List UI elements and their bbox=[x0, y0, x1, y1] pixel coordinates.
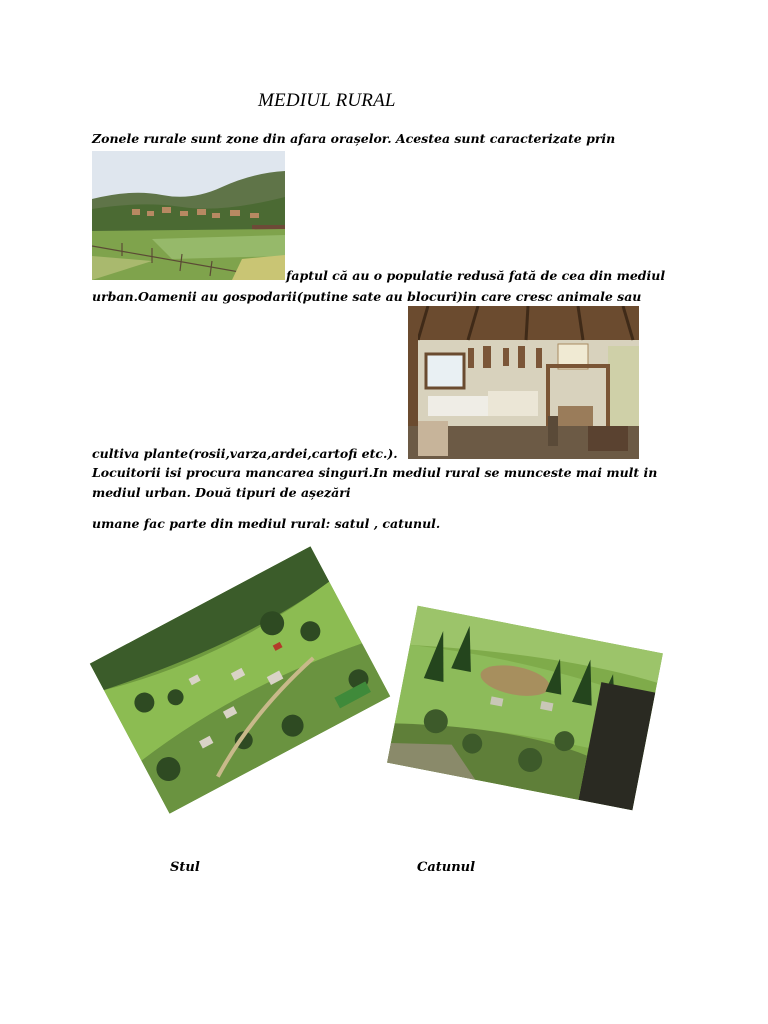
village-photo bbox=[90, 546, 391, 813]
house-interior-photo bbox=[408, 306, 639, 459]
text-line-2: faptul că au o populatie redusă fată de cea din mediul bbox=[286, 268, 666, 283]
text-line-1: Zonele rurale sunt zone din afara orașelor. Acestea sunt caracterizate prin bbox=[92, 131, 616, 146]
text-line-5: Locuitorii isi procura mancarea singuri.In mediul rural se munceste mai mult in bbox=[92, 465, 658, 480]
caption-right: Catunul bbox=[417, 860, 476, 875]
text-line-7: umane fac parte din mediul rural: satul , catunul. bbox=[92, 516, 441, 531]
text-line-4: cultiva plante(rosii,varza,ardei,cartofi etc.). bbox=[92, 446, 398, 461]
text-line-6: mediul urban. Două tipuri de așezări bbox=[92, 485, 351, 500]
caption-left: Stul bbox=[170, 860, 200, 875]
village-landscape-photo bbox=[92, 151, 285, 280]
hamlet-photo bbox=[387, 606, 663, 811]
page-title: MEDIUL RURAL bbox=[258, 90, 396, 111]
text-line-3: urban.Oamenii au gospodarii(putine sate au blocuri)in care cresc animale sau bbox=[92, 289, 642, 304]
